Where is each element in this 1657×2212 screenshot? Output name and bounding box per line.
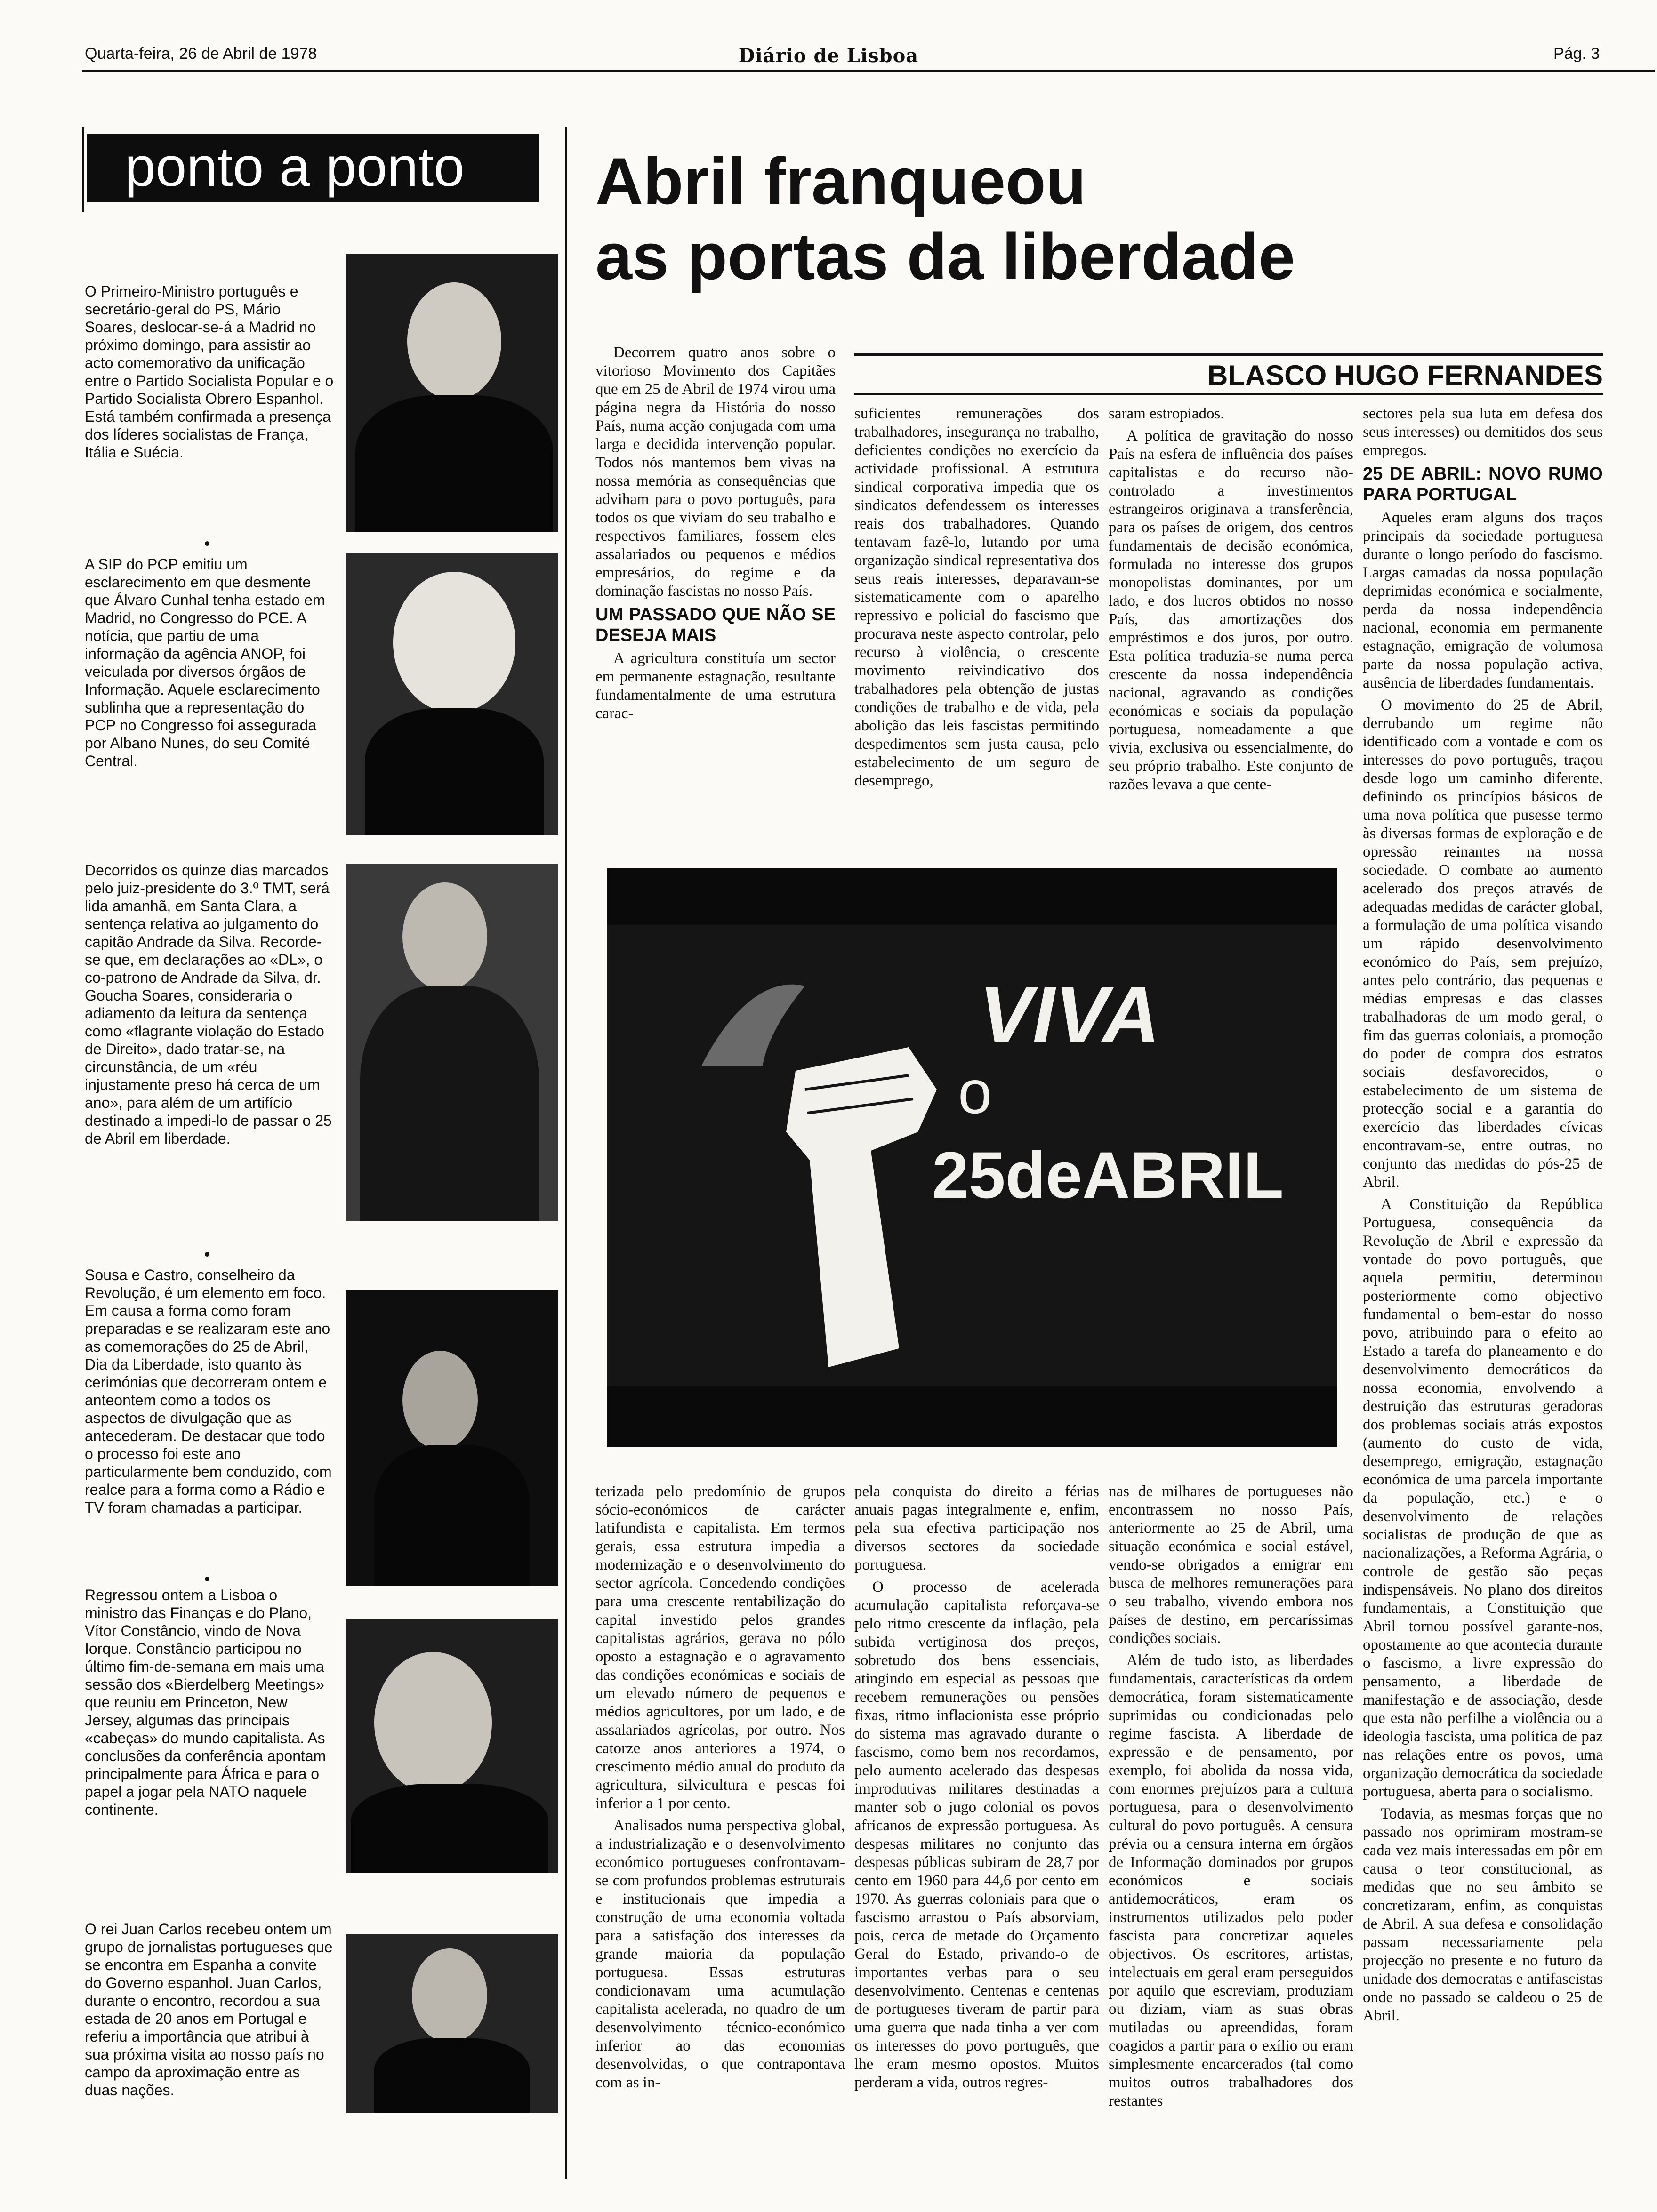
rail-bullet: • [204,1244,210,1264]
bottom-column-3-para-1: nas de milhares de portugueses não encontrassem no nosso País, anteriormente ao 25 de Abril, uma situação económica e social estável, vendo-se obrigados a emigrar em busca de melhores remunerações para o seu trabalho, vivendo embora nos países de destino, em percaríssimas condições sociais. [1109,1483,1353,1647]
rail-text-4: Sousa e Castro, conselheiro da Revolução, é um elemento em foco. Em causa a forma como foram preparadas e se realizaram este ano as comemorações do 25 de Abril, Dia da Liberdade, isto quanto às cerimónias que decorreram ontem e anteontem como a todos os aspectos de divulgação que as antecederam. De destacar que todo o processo foi este ano particularmente bem conduzido, com realce para a forma como a Rádio e TV foram chamadas a participar. [85,1266,332,1516]
header-rule [82,70,1655,72]
rail-text-3: Decorridos os quinze dias marcados pelo juiz-presidente do 3.º TMT, será lida amanhã, em Santa Clara, a sentença relativa ao julgamento do capitão Andrade da Silva. Recorde-se que, em declarações ao «DL», o co-patrono de Andrade da Silva, dr. Goucha Soares, consideraria o adiamento da leitura da sentença como «flagrante violação do Estado de Direito», dado tratar-se, na circunstância, de um «réu injustamente preso há cerca de um ano», para além de um artifício destinado a impedi-lo de passar o 25 de Abril em liberdade. [85,862,332,1147]
headline-line-1: Abril franqueou [595,144,1086,218]
lead-paragraph: Decorrem quatro anos sobre o vitorioso Movimento dos Capitães que em 25 de Abril de 1974 virou uma página negra da História do nosso País, numa acção conjugada com uma larga e decidida intervenção popular. Todos nós mantemos bem vivas na nossa memória as consequências que adviham para o povo português, para todos os que viviam do seu trabalho e respectivos familiares, fossem eles assalariados ou pequenos e médios empresários, do regime e da dominação fascistas no nosso País. [595,344,836,600]
rail-item-1 [85,282,334,532]
rail-bullet: • [204,1569,210,1588]
portrait-photo-juan-carlos [346,1934,558,2113]
column-4-para-3: A Constituição da República Portuguesa, consequência da Revolução de Abril e expressão da vontade do povo português, que aquela permitiu, determinou posteriormente como objectivo fundamental o bem-estar do nosso povo, atribuindo para o efeito ao Estado a tarefa do planeamento e do desenvolvimento democráticos da nossa economia, envolvendo a destruição das estruturas geradoras dos problemas sociais atrás expostos (aumento do custo de vida, desemprego, emigração, estagnação económica de uma parcela importante da população, etc.) e o desenvolvimento de relações socialistas de produção de que as nacionalizações, a Reforma Agrária, o controle de gestão são peças indispensáveis. No plano dos direitos fundamentais, a Constituição que Abril tornou possível garante-nos, opostamente ao que acontecia durante o fascismo, a livre expressão do pensamento, a liberdade de manifestação e de associação, desde que esta não perfilhe a violência ou a ideologia fascista, uma política de paz nas relações entre os povos, uma organização democrática da sociedade portuguesa, aberta para o socialismo. [1363,1196,1603,1800]
rail-item-6 [85,1920,334,2174]
bottom-column-1 [595,1483,845,2179]
subhead-past: UM PASSADO QUE NÃO SE DESEJA MAIS [595,605,836,645]
bottom-column-3-para-2: Além de tudo isto, as liberdades fundamentais, características da ordem democrática, foram sistematicamente suprimidas ou condicionadas pelo regime fascista. A liberdade de expressão e de pensamento, por exemplo, foi abolida da nossa vida, com enormes prejuízos para a cultura portuguesa, para o desenvolvimento cultural do povo português. A censura prévia ou a censura interna em órgãos de Informação dominados por grupos económicos e sociais antidemocráticos, eram os instrumentos utilizados pelo poder fascista para concretizar aqueles objectivos. Os escritores, artistas, intelectuais em geral eram perseguidos por aquilo que escreviam, produziam ou diziam, viam as suas obras mutiladas ou apreendidas, foram coagidos a partir para o exílio ou eram simplesmente encarcerados (tal como muitos outros trabalhadores dos restantes [1109,1652,1353,2109]
rail-item-3 [85,861,334,1257]
banner-text-viva: VIVA [979,970,1160,1060]
rail-text-1: O Primeiro-Ministro português e secretário-geral do PS, Mário Soares, deslocar-se-á a Madrid no próximo domingo, para assistir ao acto comemorativo da unificação entre o Partido Socialista Popular e o Partido Socialista Obrero Espanhol. Está também confirmada a presença dos líderes socialistas de França, Itália e Suécia. [85,283,334,461]
subhead-new-course: 25 DE ABRIL: NOVO RUMO PARA PORTUGAL [1363,464,1603,505]
column-4-para-2: O movimento do 25 de Abril, derrubando um regime não identificado com a vontade e com os interesses do povo português, traçou desde logo um caminho diferente, definindo os princípios básicos de uma nova política que pusesse termo às diversas formas de exploração e de opressão reinantes na nossa sociedade. O combate ao aumento acelerado dos preços através de adequadas medidas de carácter global, a formulação de uma política visando um rápido desenvolvimento económico do País, sem prejuízo, antes pelo contrário, das pequenas e médias empresas e das classes trabalhadoras de um modo geral, o fim das guerras coloniais, a promoção do poder de compra dos estratos sociais desfavorecidos, o estabelecimento de um sistema de protecção social e a garantia do exercício das liberdades cívicas encontravam-se, entre outras, no conjunto das medidas do pós-25 de Abril. [1363,697,1603,1191]
column-3-text-2: A política de gravitação do nosso País na esfera de influência dos países capitalistas e do recurso não-controlado a investimentos estrangeiros originava a transferência, para os países de origem, dos centros fundamentais de decisão económica, formulada no interesse dos grupos monopolistas dominantes, por um lado, e dos lucros obtidos no nosso País, das amortizações dos empréstimos e dos juros, por outro. Esta política traduzia-se numa perca crescente da nossa independência nacional, agravando as condições económicas e sociais da população portuguesa, nomeadamente a que vivia, exclusiva ou essencialmente, do seu próprio trabalho. Este conjunto de razões levava a que cente- [1109,427,1353,793]
column-4-para-4: Todavia, as mesmas forças que no passado nos oprimiram mostram-se cada vez mais interessadas em pôr em causa o teor constitucional, as medidas que no seu âmbito se concretizaram, enfim, as conquistas de Abril. A sua defesa e consolidação passam necessariamente pela projecção no presente e no futuro da unidade dos democratas e antifascistas onde no passado se caldeou o 25 de Abril. [1363,1805,1603,2024]
section-kicker: ponto a ponto [87,134,539,202]
bottom-column-3 [1109,1483,1353,2179]
rail-divider [565,127,567,2179]
rail-item-5 [85,1586,334,1892]
article-headline [595,144,1584,294]
rail-item-4 [85,1266,334,1572]
portrait-photo-sousa-castro [346,1290,558,1586]
bottom-column-1-para-1: terizada pelo predomínio de grupos sócio-económicos de carácter latifundista e capitalista. Em termos gerais, essa estrutura impedia a modernização e o desenvolvimento do sector agrícola. Concedendo condições para uma crescente rentabilização do capital investido pelos grandes capitalistas agrários, gerava no pólo oposto a estagnação e o agravamento das condições económicas e sociais de um elevado número de pequenos e médios agricultores, por um lado, e de assalariados agrícolas, por outro. Nos catorze anos anteriores a 1974, o crescimento médio anual do produto da agricultura, silvicultura e pescas foi inferior a 1 por cento. [595,1483,845,1812]
column-2-text: suficientes remunerações dos trabalhadores, insegurança no trabalho, deficientes condições no exercício da actividade profissional. A estrutura sindical corporativa impedia que os sindicatos defendessem os interesses reais dos trabalhadores. Quando tentavam fazê-lo, lutando por uma organização sindical representativa dos seus reais interesses, deparavam-se sistematicamente com o aparelho repressivo e policial do fascismo que procurava neste aspecto controlar, pelo recurso à violência, o crescente movimento reivindicativo dos trabalhadores pela obtenção de justas condições de trabalho e de vida, pela abolição das leis fascistas permitindo despedimentos sem justa causa, pelo estabelecimento de um seguro de desemprego, [854,405,1099,789]
portrait-photo-soares [346,254,558,532]
page-number: Pág. 3 [1553,45,1600,63]
bottom-column-2 [854,1483,1099,2179]
article-byline: BLASCO HUGO FERNANDES [854,353,1603,395]
newspaper-masthead: Diário de Lisboa [738,45,919,67]
article-column-1 [595,344,836,833]
portrait-photo-andrade [346,864,558,1221]
rail-item-2 [85,555,334,833]
article-column-4 [1363,405,1603,2174]
headline-line-2: as portas da liberdade [595,219,1295,293]
column-4-para-1: Aqueles eram alguns dos traços principais da sociedade portuguesa durante o longo período do fascismo. Largas camadas da nossa população deprimidas económica e socialmente, perda da nossa independência nacional, economia em permanente estagnação, emigração de volumosa parte da nossa população activa, ausência de liberdades fundamentais. [1363,509,1603,691]
banner-text-abril: 25deABRIL [932,1138,1284,1212]
rail-text-6: O rei Juan Carlos recebeu ontem um grupo de jornalistas portugueses que se encontra em Espanha a convite do Governo espanhol. Juan Carlos, durante o encontro, recordou a sua estada de 20 anos em Portugal e referiu a importância que atribui à sua próxima visita ao nosso país no campo da aproximação entre as duas nações. [85,1921,333,2099]
rail-left-border [82,127,84,212]
bottom-column-2-para-1: pela conquista do direito a férias anuais pagas integralmente e, enfim, pela sua efectiva participação nos diversos sectores da sociedade portuguesa. [854,1483,1099,1573]
rail-bullet: • [204,534,210,553]
portrait-photo-cunhal [346,553,558,835]
article-column-3 [1109,405,1353,838]
issue-date: Quarta-feira, 26 de Abril de 1978 [85,45,317,63]
portrait-photo-constancio [346,1619,558,1873]
article-column-2 [854,405,1099,838]
rail-text-5: Regressou ontem a Lisboa o ministro das Finanças e do Plano, Vítor Constâncio, vindo de Nova Iorque. Constâncio participou no último fim-de-semana em mais uma sessão dos «Bierdelberg Meetings» que reuniu em Princeton, New Jersey, algumas das principais «cabeças» do mundo capitalista. As conclusões da conferência apontam principalmente para África e para o papel a jogar pela NATO naquele continente. [85,1587,326,1818]
rail-text-2: A SIP do PCP emitiu um esclarecimento em que desmente que Álvaro Cunhal tenha estado em Madrid, no Congresso do PCE. A notícia, que partiu de uma informação da agência ANOP, foi veiculada por diversos órgãos de Informação. Aquele esclarecimento sublinha que a representação do PCP no Congresso foi assegurada por Albano Nunes, do seu Comité Central. [85,556,325,769]
column-3-text-1: saram estropiados. [1109,405,1224,422]
banner-photo-graphic [607,868,1337,1447]
agriculture-paragraph: A agricultura constituía um sector em permanente estagnação, resultante fundamentalmente de uma estrutura carac- [595,650,836,722]
banner-text-o: o [958,1058,992,1126]
bottom-column-1-para-2: Analisados numa perspectiva global, a industrialização e o desenvolvimento económico portugueses confrontavam-se com profundos problemas estruturais e institucionais que impedia a construção de uma economia voltada para a satisfação dos interesses da grande maioria da população portuguesa. Essas estruturas condicionavam uma acumulação capitalista acelerada, no quadro de um desenvolvimento técnico-económico inferior ao das economias desenvolvidas, o que contrapontava com as in- [595,1817,845,2091]
bottom-column-2-para-2: O processo de acelerada acumulação capitalista reforçava-se pelo ritmo crescente da inflação, pela subida vertiginosa dos preços, sobretudo dos bens essenciais, atingindo em especial as pessoas que recebem remunerações ou pensões fixas, ritmo inflacionista esse próprio do sistema mas agravado durante o fascismo, como bem nos recordamos, pelo aumento acelerado das despesas improdutivas militares destinadas a manter sob o jugo colonial os povos africanos de expressão portuguesa. As despesas militares no conjunto das despesas públicas subiram de 28,7 por cento em 1960 para 44,6 por cento em 1970. As guerras coloniais para que o fascismo arrastou o País absorviam, pois, cerca de metade do Orçamento Geral do Estado, privando-o de importantes verbas para o seu desenvolvimento. Centenas e centenas de portugueses tiveram de partir para uma guerra que nada tinha a ver com os interesses do povo português, que lhe eram mesmo opostos. Muitos perderam a vida, outros regres- [854,1579,1099,2091]
banner-photo [607,868,1337,1447]
column-4-intro: sectores pela sua luta em defesa dos seus interesses) ou demitidos dos seus empregos. [1363,405,1603,459]
